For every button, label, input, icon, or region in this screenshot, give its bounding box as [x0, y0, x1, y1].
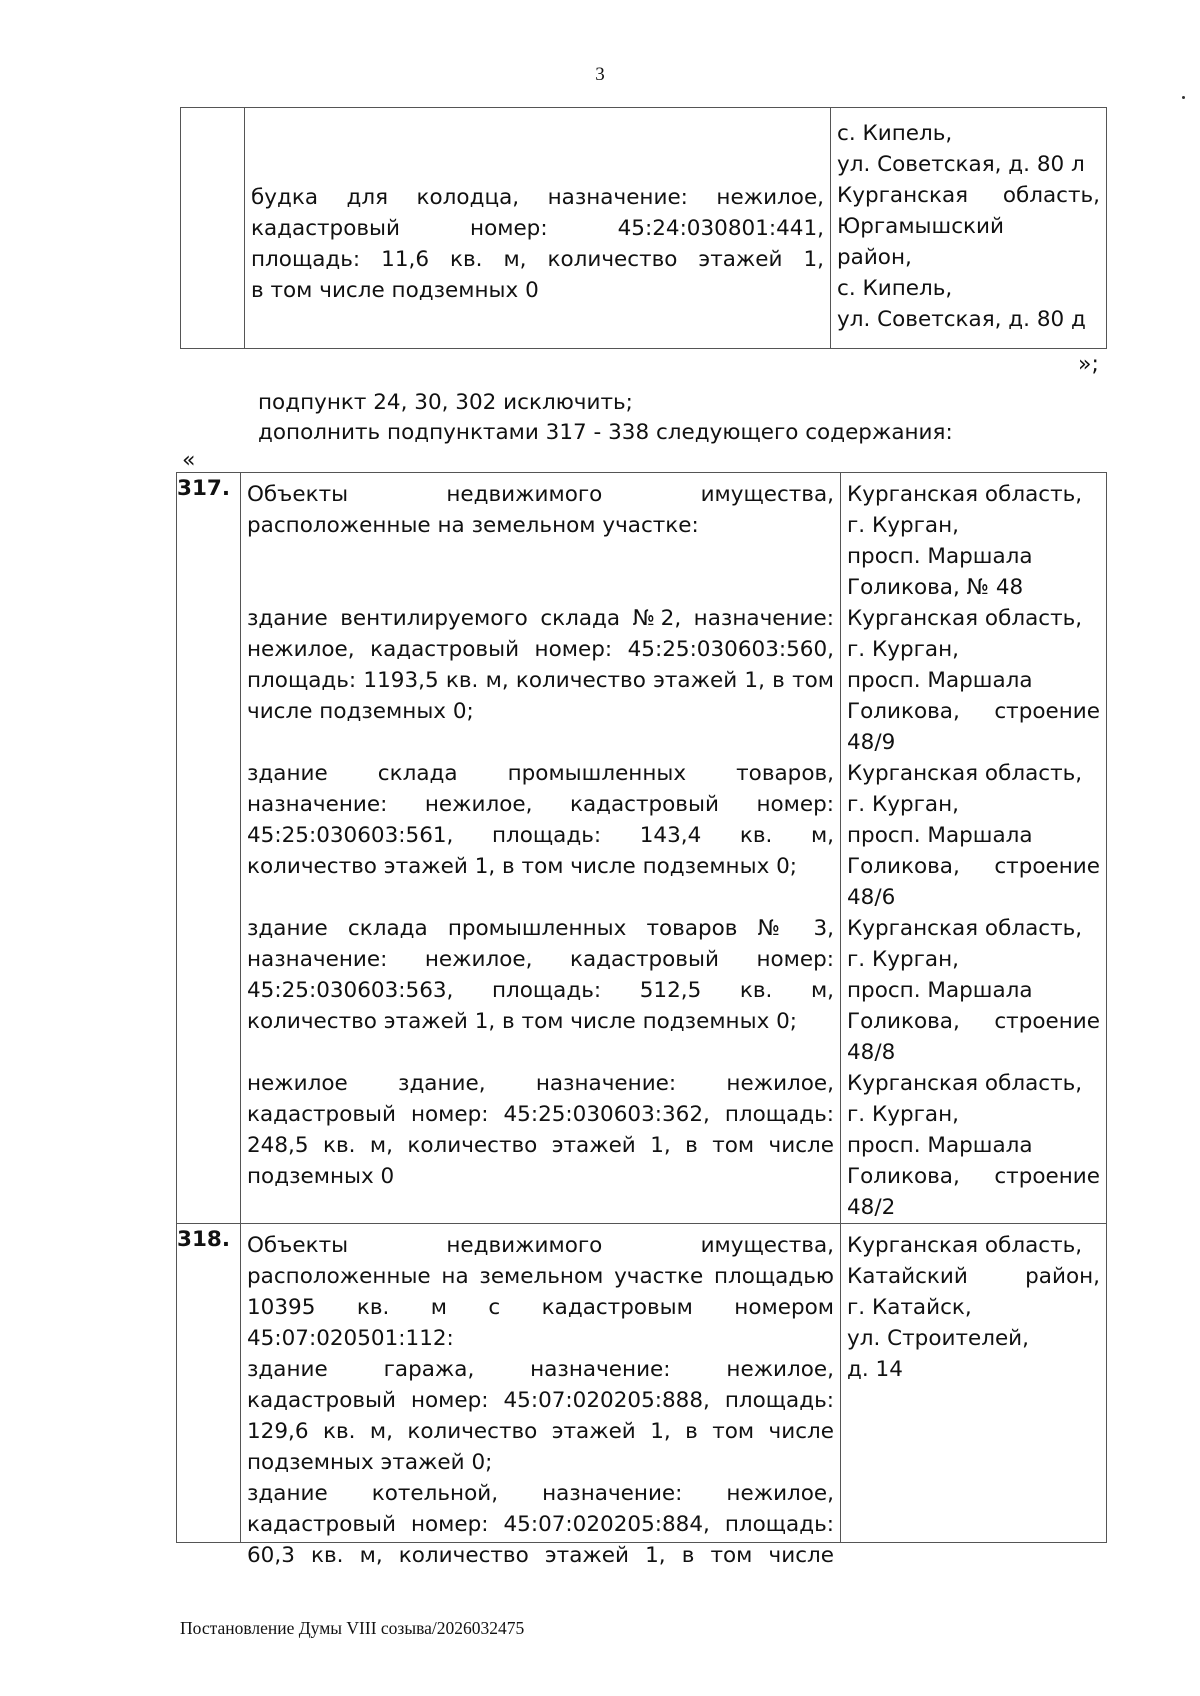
address-line: ул. Советская, д. 80 л — [837, 152, 1085, 177]
number-cell — [181, 108, 245, 349]
address-line: с. Кипель, — [837, 276, 953, 301]
address-block — [847, 758, 1100, 913]
row-header: Объекты недвижимого имущества, расположенные на земельном участке: — [247, 482, 834, 538]
address-line: г. Курган, — [847, 637, 959, 662]
address-line: Курганская область, — [837, 183, 1100, 208]
address-cell — [841, 473, 1107, 1224]
address-line: ул. Советская, д. 80 д — [837, 307, 1086, 332]
address-line: г. Курган, — [847, 513, 959, 538]
address-line: г. Курган, — [847, 792, 959, 817]
address-cell — [831, 108, 1107, 349]
address-line: 48/2 — [847, 1195, 896, 1220]
address-line: 48/6 — [847, 885, 896, 910]
address-line: просп. Маршала — [847, 978, 1033, 1003]
address-line: Голикова, строение — [847, 1009, 1100, 1034]
address-line: ул. Строителей, — [847, 1326, 1029, 1351]
address-line: Курганская область, — [847, 761, 1083, 786]
address-line: Голикова, строение — [847, 1164, 1100, 1189]
document-footer: Постановление Думы VIII созыва/2026032475 — [180, 1618, 525, 1638]
address-line: Курганская область, — [847, 606, 1083, 631]
objects-table — [176, 472, 1107, 1568]
address-block — [847, 603, 1100, 758]
address-line: 48/8 — [847, 1040, 896, 1065]
page-number: 3 — [595, 64, 605, 85]
closing-quote: »; — [1078, 352, 1099, 377]
address-block — [847, 913, 1100, 1068]
address-line: просп. Маршала — [847, 668, 1033, 693]
address-line: Голикова, строение — [847, 854, 1100, 879]
address-cell — [841, 1224, 1107, 1543]
address-line: Голикова, строение — [847, 699, 1100, 724]
address-line: просп. Маршала — [847, 544, 1033, 569]
address-line: г. Катайск, — [847, 1295, 972, 1320]
scan-speck — [1182, 96, 1185, 99]
object-item: здание гаража, назначение: нежилое, кадастровый номер: 45:07:020205:888, площадь: 129,6 кв. м, количество этажей 1, в том числе подземных этажей 0; — [247, 1357, 834, 1475]
row-number: 318. — [177, 1224, 241, 1543]
address-line: с. Кипель, — [837, 121, 953, 146]
table-row — [177, 1224, 1107, 1543]
description-cell — [245, 108, 831, 349]
desc-line: площадь: 11,6 кв. м, количество этажей 1, — [251, 247, 824, 272]
address-line: район, — [837, 245, 912, 270]
address-line: Курганская область, — [847, 916, 1083, 941]
object-item: здание склада промышленных товаров № 3, назначение: нежилое, кадастровый номер: 45:25:030603:563, площадь: 512,5 кв. м, количество этажей 1, в том числе подземных 0; — [247, 916, 834, 1034]
table-row — [177, 473, 1107, 1224]
desc-line: будка для колодца, назначение: нежилое, — [251, 185, 824, 210]
address-line: Голикова, № 48 — [847, 575, 1024, 600]
opening-quote: « — [182, 448, 196, 473]
address-line: Курганская область, — [847, 1071, 1083, 1096]
address-line: Юргамышский — [837, 214, 1004, 239]
address-line: 48/9 — [847, 730, 896, 755]
desc-line: кадастровый номер: 45:24:030801:441, — [251, 216, 824, 241]
object-item: здание склада промышленных товаров, назначение: нежилое, кадастровый номер: 45:25:030603:561, площадь: 143,4 кв. м, количество этажей 1, в том числе подземных 0; — [247, 761, 834, 879]
object-item: здание вентилируемого склада №2, назначение: нежилое, кадастровый номер: 45:25:030603:560, площадь: 1193,5 кв. м, количество этажей 1, в том числе подземных 0; — [247, 606, 834, 724]
desc-line: в том числе подземных 0 — [251, 278, 539, 303]
address-line: г. Курган, — [847, 1102, 959, 1127]
table-row — [181, 108, 1107, 349]
description-cell — [241, 473, 841, 1224]
address-block — [847, 479, 1100, 603]
continuation-table — [180, 107, 1107, 349]
address-line: просп. Маршала — [847, 1133, 1033, 1158]
paragraph-exclude: подпункт 24, 30, 302 исключить; — [258, 390, 633, 415]
row-header: Объекты недвижимого имущества, расположенные на земельном участке площадью 10395 кв. м с кадастровым номером 45:07:020501:112: — [247, 1233, 834, 1351]
address-block — [847, 1068, 1100, 1223]
address-line: просп. Маршала — [847, 823, 1033, 848]
address-line: г. Курган, — [847, 947, 959, 972]
object-item: здание котельной, назначение: нежилое, кадастровый номер: 45:07:020205:884, площадь: 60,3 кв. м, количество этажей 1, в том числе — [247, 1481, 834, 1568]
address-line: Курганская область, — [847, 1233, 1083, 1258]
address-line: Катайский район, — [847, 1264, 1100, 1289]
object-item: нежилое здание, назначение: нежилое, кадастровый номер: 45:25:030603:362, площадь: 248,5 кв. м, количество этажей 1, в том числе подземных 0 — [247, 1071, 834, 1189]
address-line: Курганская область, — [847, 482, 1083, 507]
row-number: 317. — [177, 473, 241, 1224]
paragraph-add: дополнить подпунктами 317 - 338 следующего содержания: — [258, 420, 953, 445]
address-line: д. 14 — [847, 1357, 903, 1382]
description-cell — [241, 1224, 841, 1568]
